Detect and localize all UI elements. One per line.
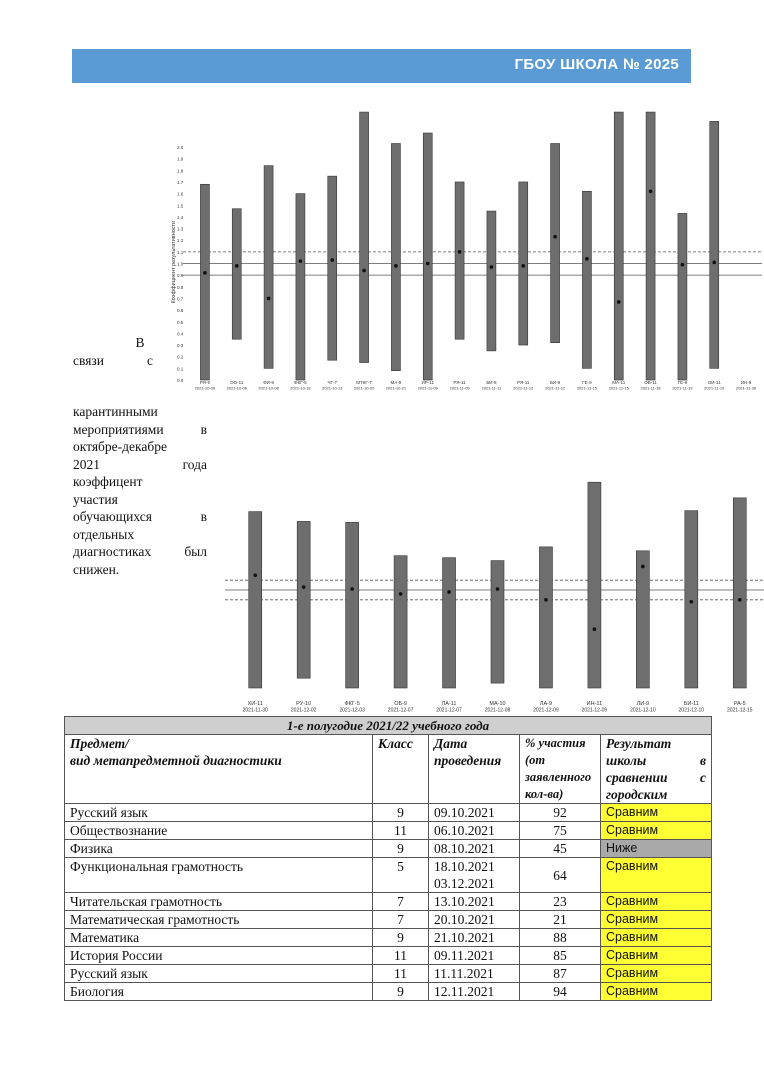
cell-class: 9 [373,840,429,858]
cell-class: 11 [373,822,429,840]
x-tick-label: РУ-10 [296,701,312,707]
side-word: диагностиках [73,544,152,559]
y-axis-label: Коэффициент результативности [171,220,177,304]
cell-class: 9 [373,804,429,822]
y-tick-label: 1.3 [177,226,184,232]
bar-marker [267,297,271,301]
chart-bottom-svg [215,405,764,715]
side-word: коэффицент [73,474,143,489]
date-value: 12.11.2021 [434,984,495,999]
cell-date [429,804,520,822]
x-tick-date: 2021-11-09 [449,385,470,391]
y-tick-label: 0.6 [177,308,184,314]
bar [551,144,560,343]
bar [297,521,310,678]
bar-marker [394,264,398,268]
side-paragraph-continued [73,403,207,578]
side-text-line [73,543,207,561]
x-tick-label: ЛА-9 [539,701,553,707]
bar-marker [681,263,685,267]
bar [264,166,273,369]
cell-class: 7 [373,911,429,929]
bar [588,482,601,688]
bar-marker [362,269,366,273]
y-tick-label: 1.7 [177,179,184,185]
x-tick-label: ОО-11 [230,380,244,385]
bar-marker [399,592,403,596]
y-tick-label: 0.3 [177,343,184,349]
cell-result: Ниже [601,840,712,858]
bar-marker [649,189,653,193]
bar [539,547,552,688]
cell-pct: 64 [520,858,601,893]
side-word: участия [73,491,118,507]
bar [685,511,698,688]
x-tick-label: ИН-11 [586,701,603,707]
table-body [65,804,712,1001]
cell-pct: 75 [520,822,601,840]
bar-marker [299,259,303,263]
header-text: проведения [434,753,502,768]
x-tick-date: 2021-10-13 [322,385,343,391]
side-word: карантинными [73,404,158,419]
y-tick-label: 2.0 [177,145,184,150]
x-tick-label: БИ-11 [683,701,699,707]
cell-subject: Русский язык [65,965,373,983]
date-value: 09.11.2021 [434,948,495,963]
x-tick-date: 2021-12-15 [726,707,753,714]
date-value: 08.10.2021 [434,841,495,856]
side-text-line [73,561,207,579]
bar-marker [641,565,645,569]
y-tick-label: 0.9 [177,273,184,279]
header-word: школы [606,753,647,768]
side-text-line [73,421,207,439]
side-text-line [73,456,207,474]
x-tick-date: 2021-11-19 [704,385,725,391]
bar [491,561,504,684]
header-word: с [700,770,706,785]
cell-class: 7 [373,893,429,911]
cell-subject: Русский язык [65,804,373,822]
x-tick-label: БИ-9 [486,380,497,385]
x-tick-date: 2021-12-08 [484,707,511,714]
cell-subject: Обществознание [65,822,373,840]
x-tick-date: 2021-11-12 [544,385,566,391]
header-text [606,752,706,769]
bar-marker [330,258,334,262]
x-tick-date: 2021-11-15 [576,385,598,391]
header-text: заявленного [525,770,592,784]
side-word: с [147,352,153,368]
side-text-line: В [135,335,145,350]
cell-result: Сравним [601,893,712,911]
cell-date [429,911,520,929]
x-tick-date: 2021-10-20 [353,385,375,391]
date-value: 09.10.2021 [434,805,495,820]
side-word: года [182,456,207,472]
cell-result: Сравним [601,947,712,965]
header-text [606,769,706,786]
header-text: Результат [606,736,672,751]
bar-marker [302,585,306,589]
cell-class: 11 [373,965,429,983]
table-row [65,965,712,983]
bar-marker [544,598,548,602]
header-subject [65,735,373,804]
bar [678,213,687,380]
bar-marker [585,257,589,261]
y-tick-label: 1.4 [177,214,184,220]
cell-date [429,965,520,983]
x-tick-date: 2021-10-18 [290,385,311,391]
bar-marker [235,264,239,268]
x-tick-date: 2021-12-10 [678,707,705,714]
y-tick-label: 0.2 [177,354,184,360]
bar [328,176,337,360]
bar [519,182,528,345]
bar [614,112,623,380]
bar-marker [203,271,207,275]
x-tick-label: ГЕ-9 [582,380,592,385]
x-tick-date: 2021-10-21 [385,385,407,391]
cell-class: 11 [373,947,429,965]
x-tick-label: ИН-9 [740,380,752,385]
x-tick-label: МА-10 [489,701,506,707]
bar-marker [447,590,451,594]
x-tick-label: РА-5 [733,701,746,707]
cell-result: Сравним [601,911,712,929]
y-tick-label: 0.7 [177,296,184,302]
cell-result: Сравним [601,858,712,893]
side-paragraph [73,334,207,372]
side-word: снижен. [73,561,120,577]
y-tick-label: 0.5 [177,319,184,325]
x-tick-label: ОБ-9 [394,701,407,707]
chart-bottom [215,405,764,715]
bar-marker [490,265,494,269]
x-tick-date: 2021-11-11 [481,385,502,391]
x-tick-date: 2021-11-30 [735,385,757,391]
cell-pct: 92 [520,804,601,822]
bar-marker [350,587,354,591]
cell-subject: История России [65,947,373,965]
cell-class: 9 [373,983,429,1001]
x-tick-label: МА-9 [390,380,402,385]
x-tick-date: 2021-12-09 [533,707,559,714]
bar-marker [553,235,557,239]
bar [360,112,369,362]
x-tick-label: ФКГ-5 [294,380,307,385]
header-text: вид метапредметной диагностики [70,753,282,768]
table-row [65,983,712,1001]
side-word: 2021 [73,456,100,472]
cell-result: Сравним [601,983,712,1001]
x-tick-label: ФИ-9 [263,380,274,385]
header-text: Предмет/ [70,736,129,751]
side-text-line [73,508,207,526]
bar [455,182,464,339]
side-word: отдельных [73,526,135,542]
header-result [601,735,712,804]
chart-top [165,105,764,397]
y-tick-label: 1.2 [177,238,184,244]
header-class: Класс [373,735,429,804]
side-text-line [73,403,207,421]
bar [232,209,241,339]
x-tick-label: ОИ-11 [707,380,721,385]
side-word: в [200,509,207,524]
chart-top-svg [165,105,764,397]
bar-marker [253,574,257,578]
bar [346,522,359,688]
bar-marker [521,264,525,268]
side-text-line [73,352,153,370]
cell-date [429,947,520,965]
header-text: кол-ва) [525,787,564,801]
header-text: городским [606,787,668,802]
bar [443,558,456,688]
bar-marker [690,600,694,604]
date-value: 20.10.2021 [434,912,495,927]
date-value: 13.10.2021 [434,894,495,909]
cell-pct: 23 [520,893,601,911]
side-word: связи [73,352,104,368]
y-tick-label: 1.5 [177,203,184,209]
side-text-line [73,438,207,456]
x-tick-label: МА-11 [612,380,626,385]
cell-subject: Математика [65,929,373,947]
date-value: 11.11.2021 [434,966,494,981]
side-word: обучающихся [73,509,152,524]
bar-marker [496,587,500,591]
x-tick-label: МТКГ-7 [356,380,372,385]
cell-date [429,822,520,840]
cell-date [429,893,520,911]
x-tick-label: РЯ-11 [453,380,466,385]
header-date [429,735,520,804]
y-tick-label: 1.1 [177,249,184,255]
date-value: 03.12.2021 [434,876,495,891]
bar [733,498,746,688]
date-value: 06.10.2021 [434,823,495,838]
y-tick-label: 1.9 [177,156,184,162]
y-tick-label: 0.8 [177,284,184,290]
table-row [65,929,712,947]
date-value: 18.10.2021 [434,859,495,874]
bar-marker [617,300,621,304]
x-tick-label: РЯ-11 [517,380,530,385]
bar-marker [458,250,462,254]
table-row [65,947,712,965]
table-row [65,804,712,822]
x-tick-label: ИР-11 [421,380,434,385]
header-word: в [699,753,706,768]
cell-date [429,858,520,893]
side-word: мероприятиями [73,421,164,437]
bar [636,551,649,688]
cell-result: Сравним [601,929,712,947]
x-tick-date: 2021-11-12 [513,385,534,391]
x-tick-label: ХИ-11 [247,701,263,707]
x-tick-date: 2021-12-07 [387,707,414,714]
date-value: 21.10.2021 [434,930,495,945]
y-tick-label: 0.4 [177,331,184,337]
x-tick-label: ЛИ-9 [636,701,650,707]
bar-marker [738,598,742,602]
table-row [65,840,712,858]
bar [394,556,407,688]
cell-class: 5 [373,858,429,893]
cell-result: Сравним [601,804,712,822]
bar [249,512,262,688]
table-row [65,911,712,929]
x-tick-label: РЯ-9 [199,380,210,385]
x-tick-label: ЛА-11 [441,701,457,707]
side-word: был [184,544,207,559]
table-row [65,822,712,840]
side-word: в [200,421,207,437]
y-tick-label: 0.0 [177,378,184,383]
cell-subject: Математическая грамотность [65,911,373,929]
bar-marker [712,261,716,265]
header-text: % участия [525,736,586,750]
header-pct [520,735,601,804]
cell-date [429,983,520,1001]
cell-date [429,929,520,947]
cell-pct: 85 [520,947,601,965]
table-caption: 1-е полугодие 2021/22 учебного года [65,717,712,735]
cell-pct: 87 [520,965,601,983]
x-tick-date: 2021-12-07 [436,707,462,714]
cell-pct: 45 [520,840,601,858]
cell-subject: Читательская грамотность [65,893,373,911]
cell-pct: 88 [520,929,601,947]
x-tick-label: ГЕ-9 [677,380,688,385]
x-tick-label: ЧГ-7 [327,380,337,385]
header-bar [72,49,691,83]
school-title: ГБОУ ШКОЛА № 2025 [514,56,679,73]
x-tick-date: 2021-11-30 [242,707,268,714]
side-text-line [73,473,207,491]
x-tick-date: 2021-12-03 [339,707,365,714]
side-text-line [73,491,207,509]
table-row [65,893,712,911]
cell-subject: Функциональная грамотность [65,858,373,893]
side-word: октябре-декабре [73,439,167,454]
table-row [65,858,712,893]
x-tick-date: 2021-11-09 [417,385,438,391]
y-tick-label: 1.6 [177,191,184,197]
x-tick-date: 2021-11-18 [640,385,661,391]
x-tick-date: 2021-10-06 [226,385,247,391]
x-tick-date: 2021-12-09 [581,707,608,714]
cell-subject: Биология [65,983,373,1001]
header-text: Дата [434,736,468,751]
x-tick-label: ФКГ-5 [344,701,360,707]
y-tick-label: 1.0 [177,261,184,267]
bar [646,112,655,380]
bar-marker [593,627,597,631]
cell-class: 9 [373,929,429,947]
y-tick-label: 1.8 [177,168,184,174]
bar [296,194,305,380]
x-tick-label: ОБ-11 [644,380,657,385]
cell-pct: 21 [520,911,601,929]
cell-result: Сравним [601,965,712,983]
x-tick-date: 2021-11-19 [672,385,693,391]
header-word: сравнении [606,770,668,785]
x-tick-date: 2021-11-15 [608,385,629,391]
bar [423,133,432,380]
bar [582,191,591,368]
x-tick-date: 2021-12-02 [290,707,317,714]
cell-subject: Физика [65,840,373,858]
table-header-row [65,735,712,804]
cell-result: Сравним [601,822,712,840]
bar [487,211,496,351]
side-text-line [73,526,207,544]
bar [391,144,400,371]
header-text: (от [525,753,546,767]
x-tick-label: БИ-9 [549,380,561,385]
cell-pct: 94 [520,983,601,1001]
results-table [64,716,712,1001]
x-tick-date: 2021-12-10 [630,707,656,714]
y-tick-label: 0.1 [177,366,184,372]
cell-date [429,840,520,858]
bar-marker [426,262,430,266]
x-tick-date: 2021-10-09 [194,385,216,391]
x-tick-date: 2021-10-08 [258,385,279,391]
bar [710,121,719,368]
